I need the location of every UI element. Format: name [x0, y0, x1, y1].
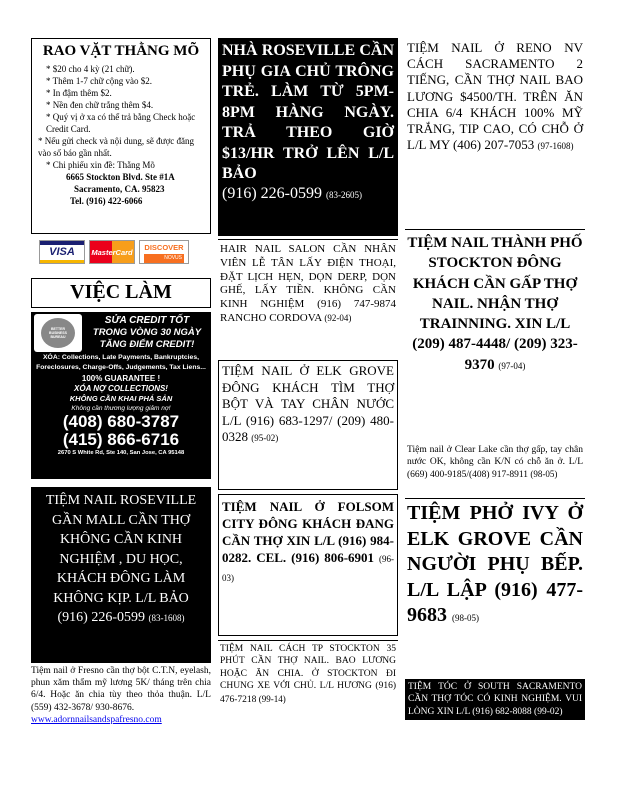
discover-logo: DISCOVER NOVUS	[139, 240, 189, 264]
rao-vat-line: * Chi phiếu xin đề: Thằng Mõ	[46, 160, 155, 170]
ad-tp-stockton: TIỆM NAIL CÁCH TP STOCKTON 35 PHÚT CẦN THỢ NAIL. BAO LƯƠNG HOẶC ĂN CHIA. Ở STOCKTON ĐI CHUNG XE VỚI CHỦ. L/L HƯƠNG (916) 476-7218 (99-14)	[220, 644, 396, 705]
credit-headline: SỬA CREDIT TỐT	[104, 315, 190, 326]
rao-vat-address: 6665 Stockton Blvd. Ste #1A	[66, 172, 175, 182]
ad-toc-south-sacramento: TIỆM TÓC Ở SOUTH SACRAMENTO CẦN THỢ TÓC CÓ KINH NGHIỆM. VUI LÒNG XIN L/L (916) 682-8088 (99-02)	[405, 679, 585, 720]
column-left	[31, 38, 211, 726]
ad-stockton: TIỆM NAIL THÀNH PHỐ STOCKTON ĐÔNG KHÁCH CẦN GẤP THỢ NAIL. NHẬN THỢ TRAINNING. XIN L/L (209) 487-4448/ (209) 323-9370 (97-04)	[407, 235, 583, 373]
column-middle	[218, 38, 398, 706]
rao-vat-line: * Nền đen chữ trắng thêm $4.	[46, 100, 154, 110]
column-right	[405, 38, 585, 720]
rao-vat-line: * Quý vị ở xa có thể trả bằng Check hoặc Credit Card.	[46, 112, 196, 134]
ad-folsom: TIỆM NAIL Ở FOLSOM CITY ĐÔNG KHÁCH ĐANG CẦN THỢ XIN L/L (916) 984-0282. CEL. (916) 806-6901 (96-03)	[218, 494, 398, 636]
ad-fresno: Tiệm nail ở Fresno cần thợ bột C.T.N, eyelash, phun xăm thẩm mỹ lương 5K/ tháng trên chia 6/4. Hoặc ăn chia tùy theo thỏa thuận. L/L (559) 432-3678/ 930-8676.	[31, 666, 211, 713]
fresno-website-link[interactable]: www.adornnailsandspafresno.com	[31, 714, 162, 725]
ad-pho-ivy: TIỆM PHỞ IVY Ở ELK GROVE CẦN NGƯỜI PHỤ BẾP. L/L LẬP (916) 477-9683 (98-05)	[407, 502, 583, 626]
credit-repair-ad: BETTER BUSINESS BUREAU SỬA CREDIT TỐT TRONG VÒNG 30 NGÀY TĂNG ĐIỂM CREDIT! XÓA: Collections, Late Payments, Bankruptcies, Foreclosures, Charge-Offs, Judgements, Tax Liens... 100% GUARANTEE ! XÓA NỢ COLLECTIONS! KHÔNG CẦN KHAI PHÁ SẢN Không cần thương lượng giảm nợ! (408) 680-3787 (415) 866-6716 2670 S White Rd, Ste 140, San Jose, CA 95148	[31, 312, 211, 479]
rao-vat-title: RAO VẶT THẰNG MÕ	[42, 43, 200, 59]
rao-vat-line: * Thêm 1-7 chữ cộng vào $2.	[46, 76, 152, 86]
ad-roseville-mall: TIỆM NAIL ROSEVILLE GẦN MALL CẦN THỢ KHÔNG CẦN KINH NGHIỆM , DU HỌC, KHÁCH ĐÔNG LÀM KHÔNG KỊP. L/L BẢO (916) 226-0599 (83-1608)	[31, 487, 211, 663]
credit-cards-row	[39, 240, 211, 266]
rao-vat-box	[31, 38, 211, 234]
viec-lam-heading: VIỆC LÀM	[31, 278, 211, 308]
visa-logo: VISA	[39, 240, 85, 264]
ad-hair-nail-salon: HAIR NAIL SALON CẦN NHÂN VIÊN LỄ TÂN LẤY ĐIỆN THOẠI, ĐẶT LỊCH HẸN, DỌN DERP, DỌN GHẾ, LẤY TIỀN. KHÔNG CẦN KINH NGHIỆM (916) 747-9874 RANCHO CORDOVA (92-04)	[220, 243, 396, 324]
ad-clear-lake: Tiệm nail ở Clear Lake cần thợ gấp, tay chân nước OK, không cần K/N có chỗ ăn ở. L/L (669) 400-9185/(408) 917-8911 (98-05)	[407, 445, 583, 480]
rao-vat-line: * $20 cho 4 kỳ (21 chữ).	[46, 64, 135, 74]
rao-vat-line: * In đậm thêm $2.	[46, 88, 112, 98]
mastercard-logo: MasterCard	[89, 240, 135, 264]
rao-vat-tel: Tel. (916) 422-6066	[70, 196, 143, 206]
rao-vat-city: Sacramento, CA. 95823	[74, 184, 165, 194]
ad-elk-grove-nail: TIỆM NAIL Ở ELK GROVE ĐÔNG KHÁCH TÌM THỢ BỘT VÀ TAY CHÂN NƯỚC L/L (916) 683-1297/ (209) 480-0328 (95-02)	[218, 360, 398, 490]
rao-vat-line: * Nếu gửi check và nội dung, sẽ được đăng vào số báo gần nhất.	[38, 136, 194, 158]
ad-roseville-babysitter: NHÀ ROSEVILLE CẦN PHỤ GIA CHỦ TRÔNG TRẺ. LÀM TỪ 5PM-8PM HÀNG NGÀY. TRẢ THEO GIỜ $13/HR TRỞ LÊN L/L BẢO (916) 226-0599 (83-2605)	[218, 38, 398, 236]
ad-reno: TIỆM NAIL Ở RENO NV CÁCH SACRAMENTO 2 TIẾNG, CẦN THỢ NAIL BAO LƯƠNG $4500/TH. TRÊN ĂN CHIA 6/4 KHÁCH 100% MỸ TRẮNG, TIP CAO, CÓ CHỖ Ở L/L MY (406) 207-7053 (97-1608)	[407, 40, 583, 153]
credit-phone-2: (415) 866-6716	[62, 430, 180, 449]
credit-phone-1: (408) 680-3787	[62, 412, 180, 431]
bbb-logo-icon: BETTER BUSINESS BUREAU	[34, 314, 82, 352]
